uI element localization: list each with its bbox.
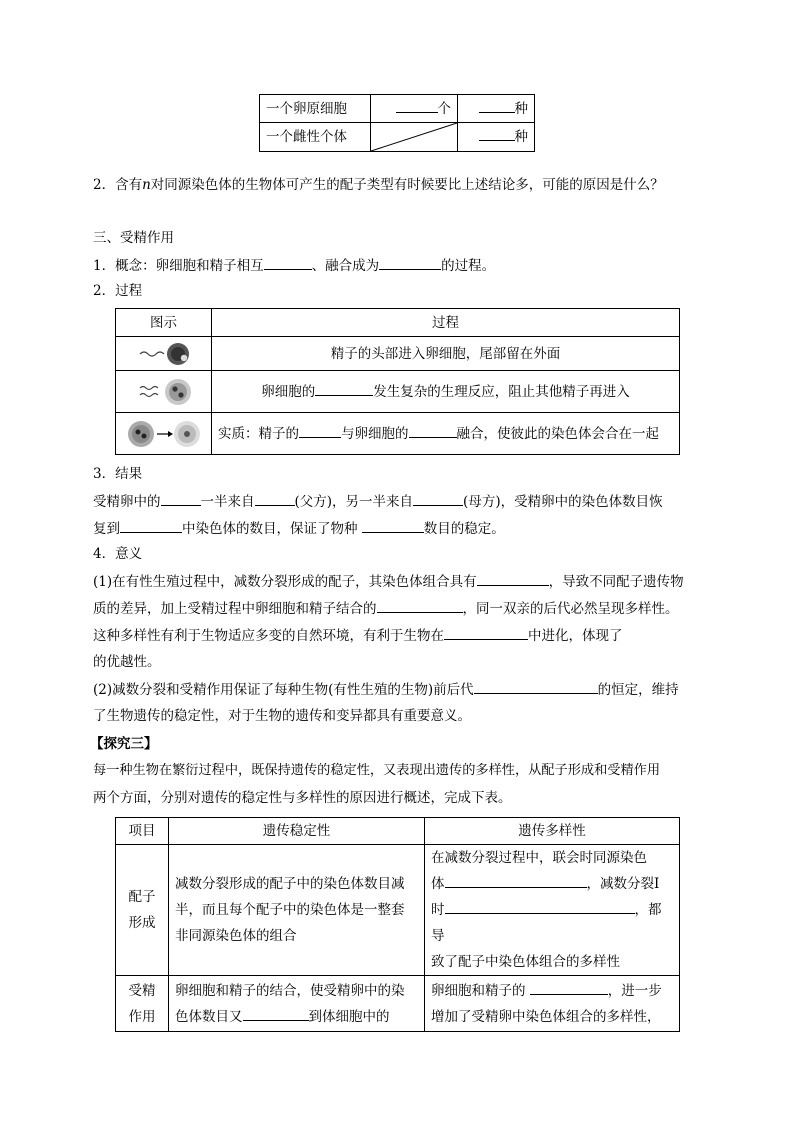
row-label-gamete: 配子 形成 bbox=[116, 845, 169, 976]
blank[interactable] bbox=[530, 980, 608, 995]
blank[interactable] bbox=[477, 571, 549, 586]
header-process: 过程 bbox=[212, 309, 680, 337]
explore-title: 【探究三】 bbox=[90, 736, 158, 752]
row-label-oogonium: 一个卵原细胞 bbox=[260, 95, 371, 123]
gamete-stability: 减数分裂形成的配子中的染色体数目减 半，而且每个配子中的染色体是一整套 非同源染色体的组合 bbox=[169, 845, 425, 976]
row-label-female: 一个雌性个体 bbox=[260, 123, 371, 152]
diagonal-line bbox=[371, 123, 457, 151]
blank[interactable] bbox=[479, 126, 515, 141]
blank[interactable] bbox=[445, 899, 635, 914]
gamete-type-table bbox=[259, 94, 535, 152]
header-item: 项目 bbox=[116, 818, 169, 845]
diagonal-cell bbox=[371, 123, 458, 152]
meaning-2-line-1: (2)减数分裂和受精作用保证了每种生物(有性生殖的生物)前后代 的恒定，维持 bbox=[93, 679, 679, 700]
oogonium-count-cell: 个 bbox=[371, 95, 458, 123]
meaning-1-line-2: 质的差异，加上受精过程中卵细胞和精子结合的 ，同一双亲的后代必然呈现多样性。 bbox=[93, 598, 679, 619]
heredity-table bbox=[115, 817, 680, 1032]
concept-line: 1．概念：卵细胞和精子相互 、融合成为 的过程。 bbox=[93, 255, 495, 276]
blank[interactable] bbox=[120, 518, 182, 533]
blank[interactable] bbox=[379, 255, 441, 270]
header-stability: 遗传稳定性 bbox=[169, 818, 425, 845]
blank[interactable] bbox=[444, 625, 528, 640]
process-table bbox=[115, 308, 680, 455]
meaning-1-line-3: 这种多样性有利于生物适应多变的自然环境，有利于生物在 中进化，体现了 bbox=[93, 625, 623, 646]
meaning-1-line-4: 的优越性。 bbox=[93, 654, 161, 670]
row-label-fertilization: 受精 作用 bbox=[116, 976, 169, 1032]
nuclei-fusion-icon bbox=[126, 417, 202, 451]
blank[interactable] bbox=[409, 423, 457, 438]
figure-sperm-enter bbox=[116, 337, 212, 371]
question-2: 2．含有n对同源染色体的生物体可产生的配子类型有时候要比上述结论多，可能的原因是什么？ bbox=[93, 177, 664, 193]
blank[interactable] bbox=[161, 491, 201, 506]
blank[interactable] bbox=[315, 381, 373, 396]
explore-intro-1: 每一种生物在繁衍过程中，既保持遗传的稳定性，又表现出遗传的多样性，从配子形成和受精作用 bbox=[93, 763, 661, 778]
meaning-1-line-1: (1)在有性生殖过程中，减数分裂形成的配子，其染色体组合具有 ，导致不同配子遗传物 bbox=[93, 571, 684, 592]
fertilization-diversity: 卵细胞和精子的 ，进一步 增加了受精卵中染色体组合的多样性， bbox=[425, 976, 680, 1032]
meaning-label: 4．意义 bbox=[93, 546, 143, 562]
process-step-3: 实质：精子的 与卵细胞的 融合，使彼此的染色体会合在一起 bbox=[212, 413, 680, 455]
female-type-cell: 种 bbox=[458, 123, 535, 152]
result-line-2: 复到 中染色体的数目，保证了物种 数目的稳定。 bbox=[93, 518, 505, 539]
section-title: 三、受精作用 bbox=[93, 230, 174, 246]
figure-reaction bbox=[116, 371, 212, 413]
process-step-2: 卵细胞的 发生复杂的生理反应，阻止其他精子再进入 bbox=[212, 371, 680, 413]
header-figure: 图示 bbox=[116, 309, 212, 337]
blank[interactable] bbox=[362, 518, 424, 533]
meaning-2-line-2: 了生物遗传的稳定性，对于生物的遗传和变异都具有重要意义。 bbox=[93, 708, 471, 724]
blank[interactable] bbox=[413, 491, 463, 506]
blank[interactable] bbox=[474, 679, 598, 694]
fertilization-stability: 卵细胞和精子的结合，使受精卵中的染 色体数目又 到体细胞中的 bbox=[169, 976, 425, 1032]
gamete-diversity: 在减数分裂过程中，联会时同源染色 体 ，减数分裂Ⅰ 时 ，都导 致了配子中染色体组合的多样性 bbox=[425, 845, 680, 976]
process-label: 2．过程 bbox=[93, 283, 143, 299]
figure-fusion bbox=[116, 413, 212, 455]
blank[interactable] bbox=[299, 423, 341, 438]
blank[interactable] bbox=[396, 98, 438, 113]
result-label: 3．结果 bbox=[93, 466, 143, 482]
egg-reaction-icon bbox=[134, 377, 194, 407]
blank[interactable] bbox=[479, 98, 515, 113]
header-diversity: 遗传多样性 bbox=[425, 818, 680, 845]
result-line-1: 受精卵中的 一半来自 (父方)，另一半来自 (母方)，受精卵中的染色体数目恢 bbox=[93, 491, 663, 512]
blank[interactable] bbox=[255, 491, 295, 506]
blank[interactable] bbox=[264, 255, 312, 270]
oogonium-type-cell: 种 bbox=[458, 95, 535, 123]
blank[interactable] bbox=[243, 1006, 309, 1021]
blank[interactable] bbox=[377, 598, 463, 613]
blank[interactable] bbox=[445, 873, 587, 888]
sperm-entering-egg-icon bbox=[134, 341, 194, 367]
process-step-1: 精子的头部进入卵细胞，尾部留在外面 bbox=[212, 337, 680, 371]
explore-intro-2: 两个方面，分别对遗传的稳定性与多样性的原因进行概述，完成下表。 bbox=[93, 790, 512, 806]
